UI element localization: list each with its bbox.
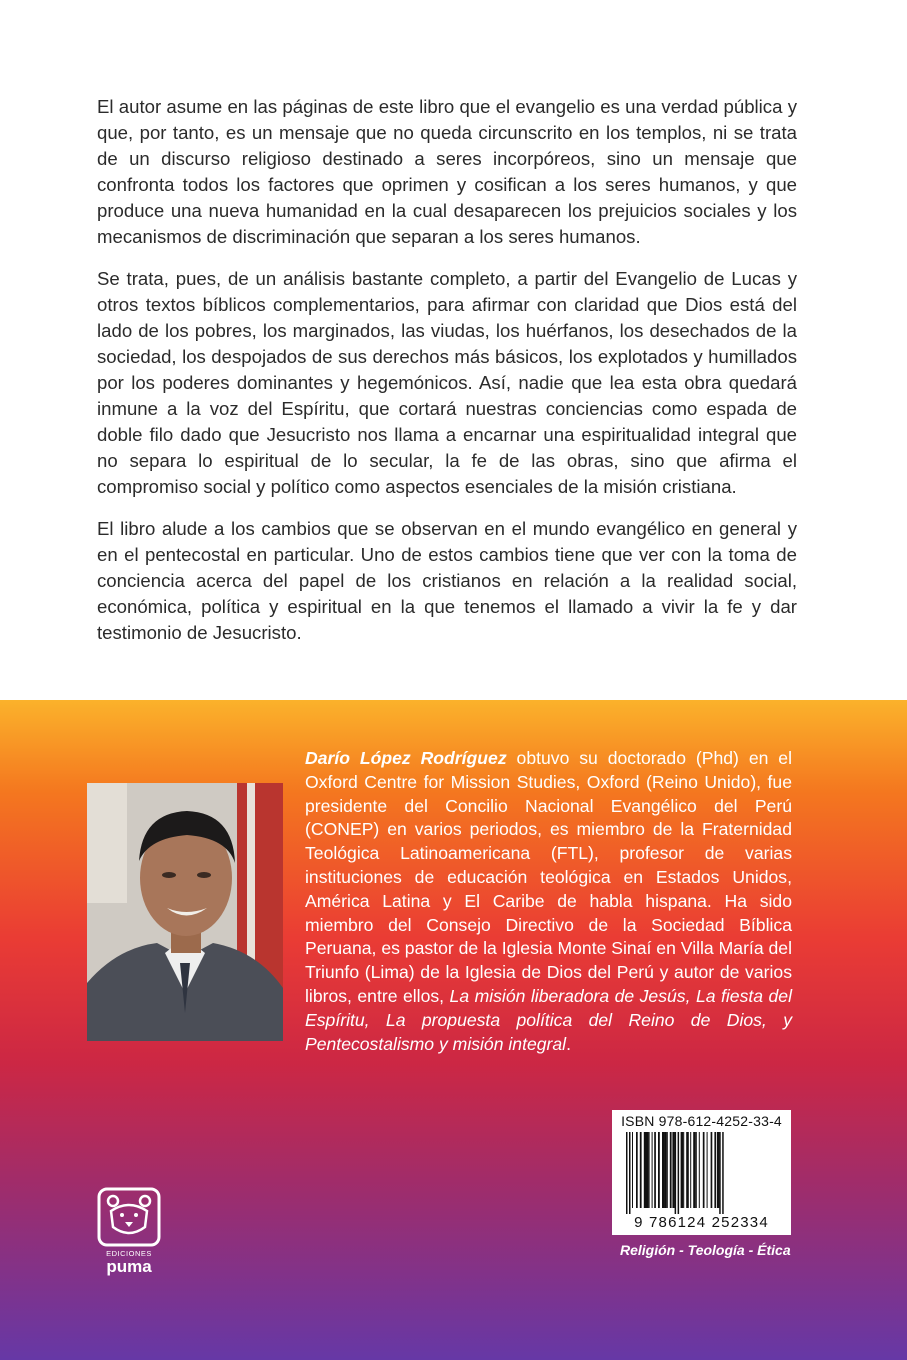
barcode-bar	[626, 1132, 628, 1214]
barcode-bar	[717, 1132, 719, 1208]
author-bio-end: .	[566, 1033, 571, 1054]
isbn-barcode	[612, 1110, 791, 1235]
barcode-bar	[693, 1132, 696, 1208]
isbn-label: ISBN 978-612-4252-33-4	[621, 1113, 782, 1129]
barcode-bar	[640, 1132, 642, 1208]
barcode-bar	[683, 1132, 684, 1208]
barcode-bar	[711, 1132, 713, 1208]
barcode-bar	[678, 1132, 680, 1214]
barcode-bar	[644, 1132, 646, 1208]
barcode-bar	[681, 1132, 684, 1208]
description-paragraph-2: Se trata, pues, de un análisis bastante completo, a partir del Evangelio de Lucas y otros textos bíblicos complementarios, para afirmar con claridad que Dios está del lado de los pobres, los marginados, las viudas, los huérfanos, los desechados de la sociedad, los despojados de sus derechos más básicos, los explotados y humillados por los poderes dominantes y hegemónicos. Así, nadie que lea esta obra quedará inmune a la voz del Espíritu, que cortará nuestras conciencias como espada de doble filo dado que Jesucristo nos llama a encarnar una espiritualidad integral que no separa lo espiritual de lo secular, la fe de las obras, sino que afirma el compromiso social y político como aspectos esenciales de la misión cristiana.	[97, 268, 797, 497]
barcode-bar	[722, 1132, 724, 1214]
barcode-bar	[686, 1132, 689, 1208]
publisher-logo	[97, 1187, 161, 1279]
category-label: Religión - Teología - Ética	[620, 1242, 791, 1258]
barcode-bar	[690, 1132, 691, 1208]
publisher-line1: EDICIONES	[106, 1249, 152, 1258]
barcode-bar	[672, 1132, 674, 1208]
author-bio	[305, 747, 792, 1056]
barcode-bar	[654, 1132, 656, 1208]
author-photo	[87, 783, 283, 1041]
barcode-bar	[675, 1132, 677, 1214]
barcode-bar	[629, 1132, 631, 1214]
author-bio-text: obtuvo su doctorado (Phd) en el Oxford Centre for Mission Studies, Oxford (Reino Unido), fue presidente del Concilio Nacional Evangélico del Perú (CONEP) en varios periodos, es miembro de la Fraternidad Teológica Latinoamericana (FTL), profesor de varias instituciones de educación teológica en Estados Unidos, América Latina y El Caribe de habla hispana. Ha sido miembro del Consejo Directivo de la Sociedad Bíblica Peruana, es pastor de la Iglesia Monte Sinaí en Villa María del Triunfo (Lima) de la Iglesia de Dios del Perú y autor de varios libros, entre ellos,	[305, 748, 792, 1006]
barcode-number: 9 786124 252334	[634, 1214, 769, 1231]
barcode-bar	[632, 1132, 633, 1208]
author-books: La misión liberadora de Jesús, La fiesta del Espíritu, La propuesta política del Reino de Dios, y Pentecostalismo y misión integral	[305, 985, 792, 1054]
barcode-bar	[664, 1132, 667, 1208]
author-name: Darío López Rodríguez	[305, 748, 507, 768]
barcode-bar	[707, 1132, 708, 1208]
barcode-bar	[699, 1132, 700, 1208]
puma-logo-icon	[97, 1187, 161, 1247]
publisher-line2: puma	[106, 1257, 152, 1276]
barcode-bar	[662, 1132, 664, 1208]
barcode-bar	[652, 1132, 653, 1208]
barcode-bar	[670, 1132, 672, 1208]
description-paragraph-3: El libro alude a los cambios que se observan en el mundo evangélico en general y en el pentecostal en particular. Uno de estos cambios tiene que ver con la toma de conciencia acerca del papel de los cristianos en relación a la realidad social, económica, política y espiritual en la que tenemos el llamado a vivir la fe y dar testimonio de Jesucristo.	[97, 518, 797, 643]
barcode-bar	[696, 1132, 697, 1208]
description-paragraph-1: El autor asume en las páginas de este libro que el evangelio es una verdad pública y que, por tanto, es un mensaje que no queda circunscrito en los templos, ni se trata de un discurso religioso destinado a seres incorpóreos, sino un mensaje que confronta todos los factores que oprimen y cosifican a los seres humanos, y que produce una nueva humanidad en la cual desaparecen los prejuicios sociales y los mecanismos de discriminación que separan a los seres humanos.	[97, 96, 797, 247]
barcode-bar	[703, 1132, 705, 1208]
barcode-bar	[636, 1132, 638, 1208]
barcode-bar	[646, 1132, 649, 1208]
barcode-bars	[626, 1132, 778, 1214]
barcode-bar	[667, 1132, 668, 1208]
barcode-bar	[719, 1132, 721, 1214]
barcode-bar	[714, 1132, 716, 1208]
barcode-bar	[649, 1132, 650, 1208]
barcode-bar	[658, 1132, 660, 1208]
